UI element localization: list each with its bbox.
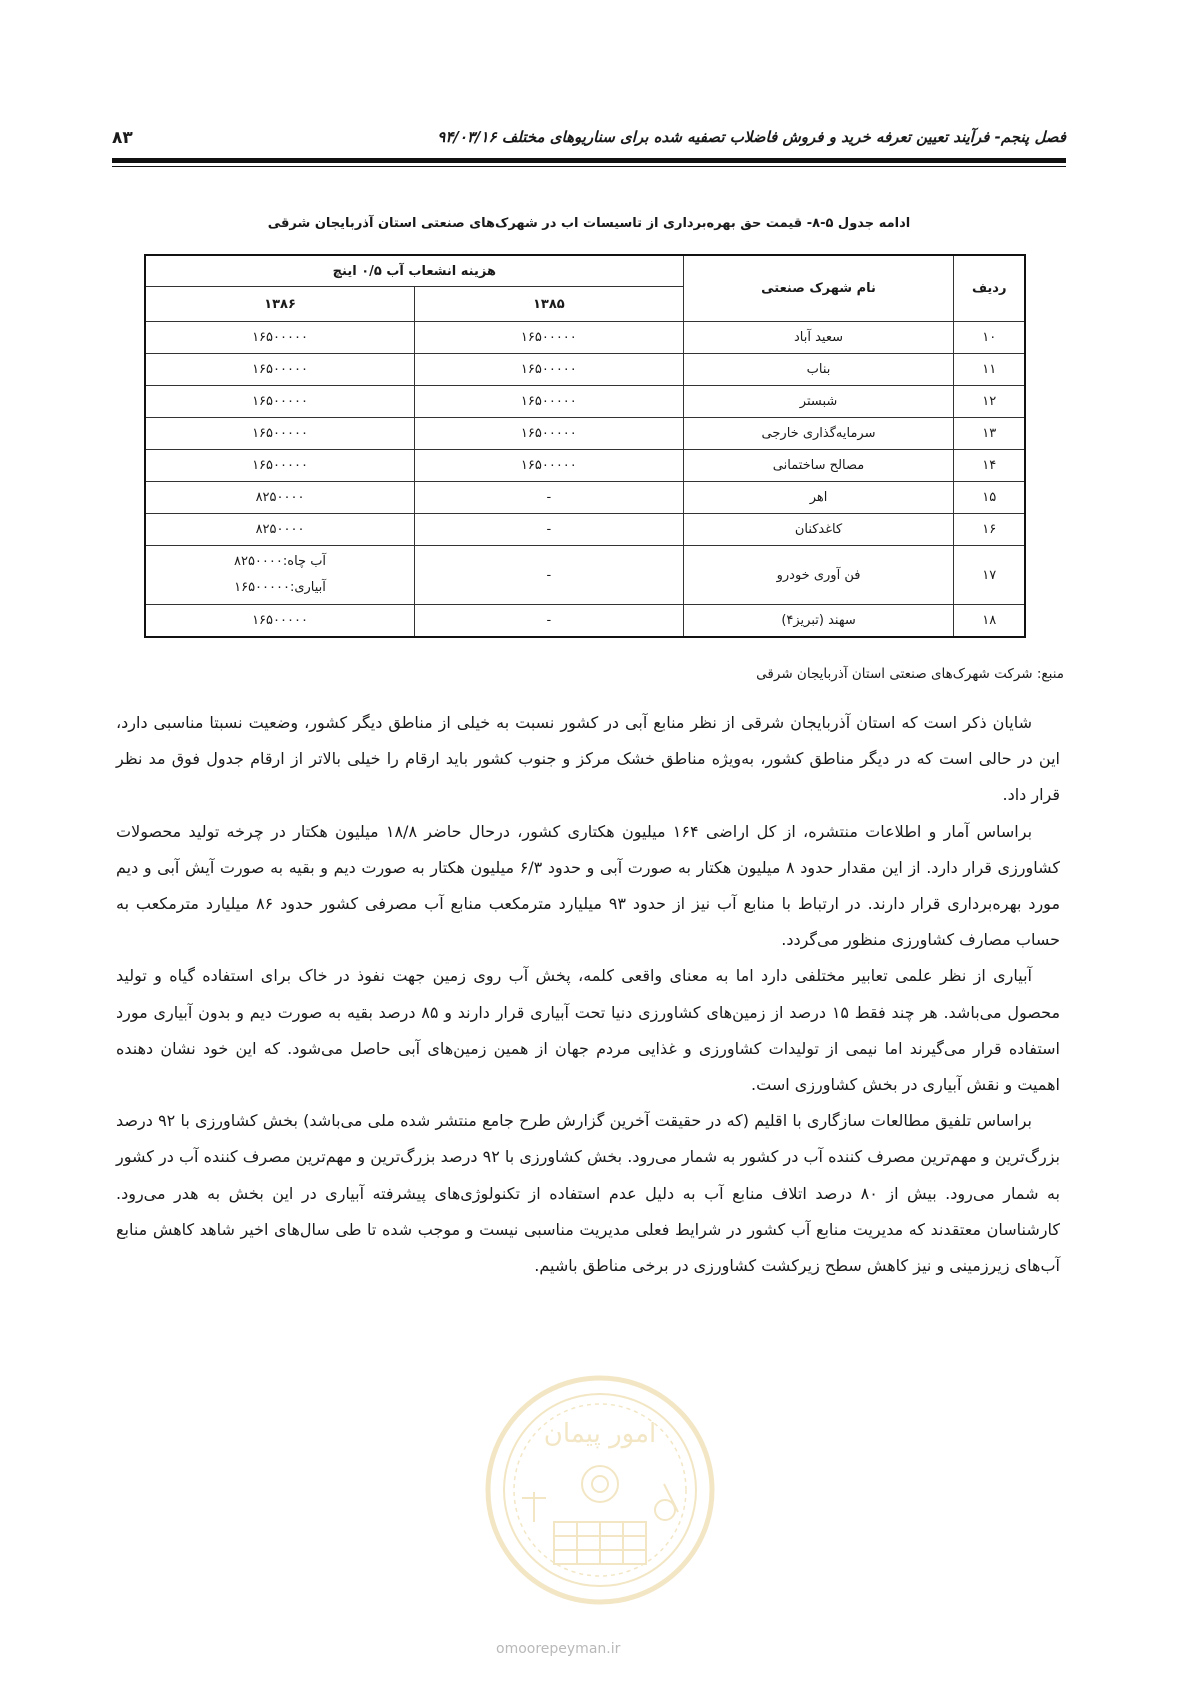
paragraph: آبیاری از نظر علمی تعابیر مختلفی دارد اما به معنای واقعی کلمه، پخش آب روی زمین جهت نفوذ در خاک برای استفاده گیاه و تولید محصول می‌باشد. هر چند فقط ۱۵ درصد از زمین‌های کشاورزی دنیا تحت آبیاری قرار دارند و ۸۵ درصد بقیه به صورت دیم و بدون آبیاری مورد استفاده قرار می‌گیرند اما نیمی از تولیدات کشاورزی و غذایی مردم جهان از همین زمین‌های آبی حاصل می‌شود. که این خود نشان دهنده اهمیت و نقش آبیاری در بخش کشاورزی است. (116, 966, 1061, 1095)
cell-1386-irrigation: آبیاری:۱۶۵۰۰۰۰۰ (234, 580, 326, 595)
cell-1386: ۱۶۵۰۰۰۰۰ (145, 450, 415, 482)
watermark-logo-text: امور پیمان (543, 1419, 657, 1449)
cell-town-name: سعید آباد (683, 322, 954, 354)
table-header-row (145, 255, 1025, 287)
cell-1386: ۱۶۵۰۰۰۰۰ (145, 418, 415, 450)
cell-1386 (145, 546, 415, 605)
cell-row-no: ۱۲ (954, 386, 1025, 418)
header-rule-thin (112, 166, 1066, 167)
cell-1385: - (415, 546, 684, 605)
cell-1386: ۱۶۵۰۰۰۰۰ (145, 605, 415, 638)
paragraph: براساس تلفیق مطالعات سازگاری با اقلیم (که در حقیقت آخرین گزارش طرح جامع منتشر شده ملی می‌باشد) بخش کشاورزی با ۹۲ درصد بزرگ‌ترین و مهم‌ترین مصرف کننده آب در کشور به شمار می‌رود. بخش کشاورزی با ۹۲ درصد بزرگ‌ترین و مهم‌ترین مصرف کننده آب در کشور به شمار می‌رود. بیش از ۸۰ درصد اتلاف منابع آب به دلیل عدم استفاده از تکنولوژی‌های پیشرفته آبیاری در این بخش به هدر می‌رود. کارشناسان معتقدند که مدیریت منابع آب کشور در شرایط فعلی مدیریت مناسبی نیست و موجب شده تا طی سال‌های اخیر شاهد کاهش منابع آب‌های زیرزمینی و نیز کاهش سطح زیرکشت کشاورزی در برخی مناطق باشیم. (116, 1111, 1060, 1276)
cell-1385: ۱۶۵۰۰۰۰۰ (415, 418, 684, 450)
table-source: منبع: شرکت شهرک‌های صنعتی استان آذربایجان شرقی (756, 666, 1064, 682)
header-cost-group: هزینه انشعاب آب ۰/۵ اینچ (145, 255, 683, 287)
cell-1385: ۱۶۵۰۰۰۰۰ (415, 386, 684, 418)
cell-1385: ۱۶۵۰۰۰۰۰ (415, 354, 684, 386)
table-row (145, 546, 1025, 605)
cell-town-name: فن آوری خودرو (683, 546, 954, 605)
cell-1385: ۱۶۵۰۰۰۰۰ (415, 322, 684, 354)
table-row (145, 605, 1025, 638)
table-row (145, 322, 1025, 354)
fees-table (144, 254, 1026, 638)
cell-row-no: ۱۱ (954, 354, 1025, 386)
table-row (145, 386, 1025, 418)
header-year-1385: ۱۳۸۵ (415, 287, 684, 322)
cell-row-no: ۱۰ (954, 322, 1025, 354)
cell-1386-well-water: آب چاه:۸۲۵۰۰۰۰ (233, 554, 327, 569)
cell-1386: ۱۶۵۰۰۰۰۰ (145, 386, 415, 418)
cell-1386: ۸۲۵۰۰۰۰ (145, 514, 415, 546)
page-number: ۸۳ (112, 128, 133, 148)
cell-1386: ۱۶۵۰۰۰۰۰ (145, 354, 415, 386)
paragraph: براساس آمار و اطلاعات منتشره، از کل اراضی ۱۶۴ میلیون هکتاری کشور، درحال حاضر ۱۸/۸ میلیون هکتار در چرخه تولید محصولات کشاورزی قرار دارد. از این مقدار حدود ۸ میلیون هکتار به صورت آبی و حدود ۶/۳ میلیون هکتار به صورت دیم و بقیه به صورت آیش آبی و دیم مورد بهره‌برداری قرار دارند. در ارتباط با منابع آب نیز از حدود ۹۳ میلیارد مترمکعب منابع آب مصرفی کشور حدود ۸۶ میلیارد مترمکعب به حساب مصارف کشاورزی منظور می‌گردد. (116, 821, 1061, 950)
cell-1386: ۸۲۵۰۰۰۰ (145, 482, 415, 514)
header-town-name: نام شهرک صنعتی (683, 255, 954, 322)
cell-town-name: شبستر (683, 386, 954, 418)
cell-town-name: بناب (683, 354, 954, 386)
table-row (145, 418, 1025, 450)
cell-row-no: ۱۸ (954, 605, 1025, 638)
cell-1385: - (415, 514, 684, 546)
cell-row-no: ۱۵ (954, 482, 1025, 514)
watermark-seal-icon (482, 1372, 718, 1608)
table-caption: ادامه جدول ۵-۸- قیمت حق بهره‌برداری از تاسیسات اب در شهرک‌های صنعتی استان آذربایجان شرقی (267, 216, 911, 231)
cell-town-name: کاغدکنان (683, 514, 954, 546)
cell-row-no: ۱۴ (954, 450, 1025, 482)
cell-row-no: ۱۷ (954, 546, 1025, 605)
paragraph: شایان ذکر است که استان آذربایجان شرقی از نظر منابع آبی در کشور نسبت به خیلی از مناطق دیگر کشور، وضعیت نسبتا مناسبی دارد، این در حالی است که در دیگر مناطق کشور، به‌ویژه مناطق خشک مرکز و جنوب کشور باید ارقام را خیلی بالاتر از ارقام جدول فوق مد نظر قرار داد. (116, 713, 1060, 805)
table-row (145, 482, 1025, 514)
cell-town-name: سرمایه‌گذاری خارجی (683, 418, 954, 450)
body-text (116, 705, 1060, 1284)
page-header (112, 128, 1066, 154)
table-row (145, 354, 1025, 386)
chapter-title: فصل پنجم- فرآیند تعیین تعرفه خرید و فروش فاضلاب تصفیه شده برای سناریوهای مختلف ۹۴/۰۳/۱۶ (437, 128, 1066, 146)
header-year-1386: ۱۳۸۶ (145, 287, 415, 322)
table-row (145, 514, 1025, 546)
cell-1386: ۱۶۵۰۰۰۰۰ (145, 322, 415, 354)
cell-row-no: ۱۶ (954, 514, 1025, 546)
cell-1385: - (415, 482, 684, 514)
cell-row-no: ۱۳ (954, 418, 1025, 450)
header-row-no: ردیف (954, 255, 1025, 322)
cell-town-name: مصالح ساختمانی (683, 450, 954, 482)
cell-1385: ۱۶۵۰۰۰۰۰ (415, 450, 684, 482)
table-row (145, 450, 1025, 482)
watermark-website: omoorepeyman.ir (496, 1641, 621, 1657)
cell-town-name: اهر (683, 482, 954, 514)
cell-1385: - (415, 605, 684, 638)
header-rule-thick (112, 158, 1066, 163)
cell-town-name: سهند (تبریز۴) (683, 605, 954, 638)
